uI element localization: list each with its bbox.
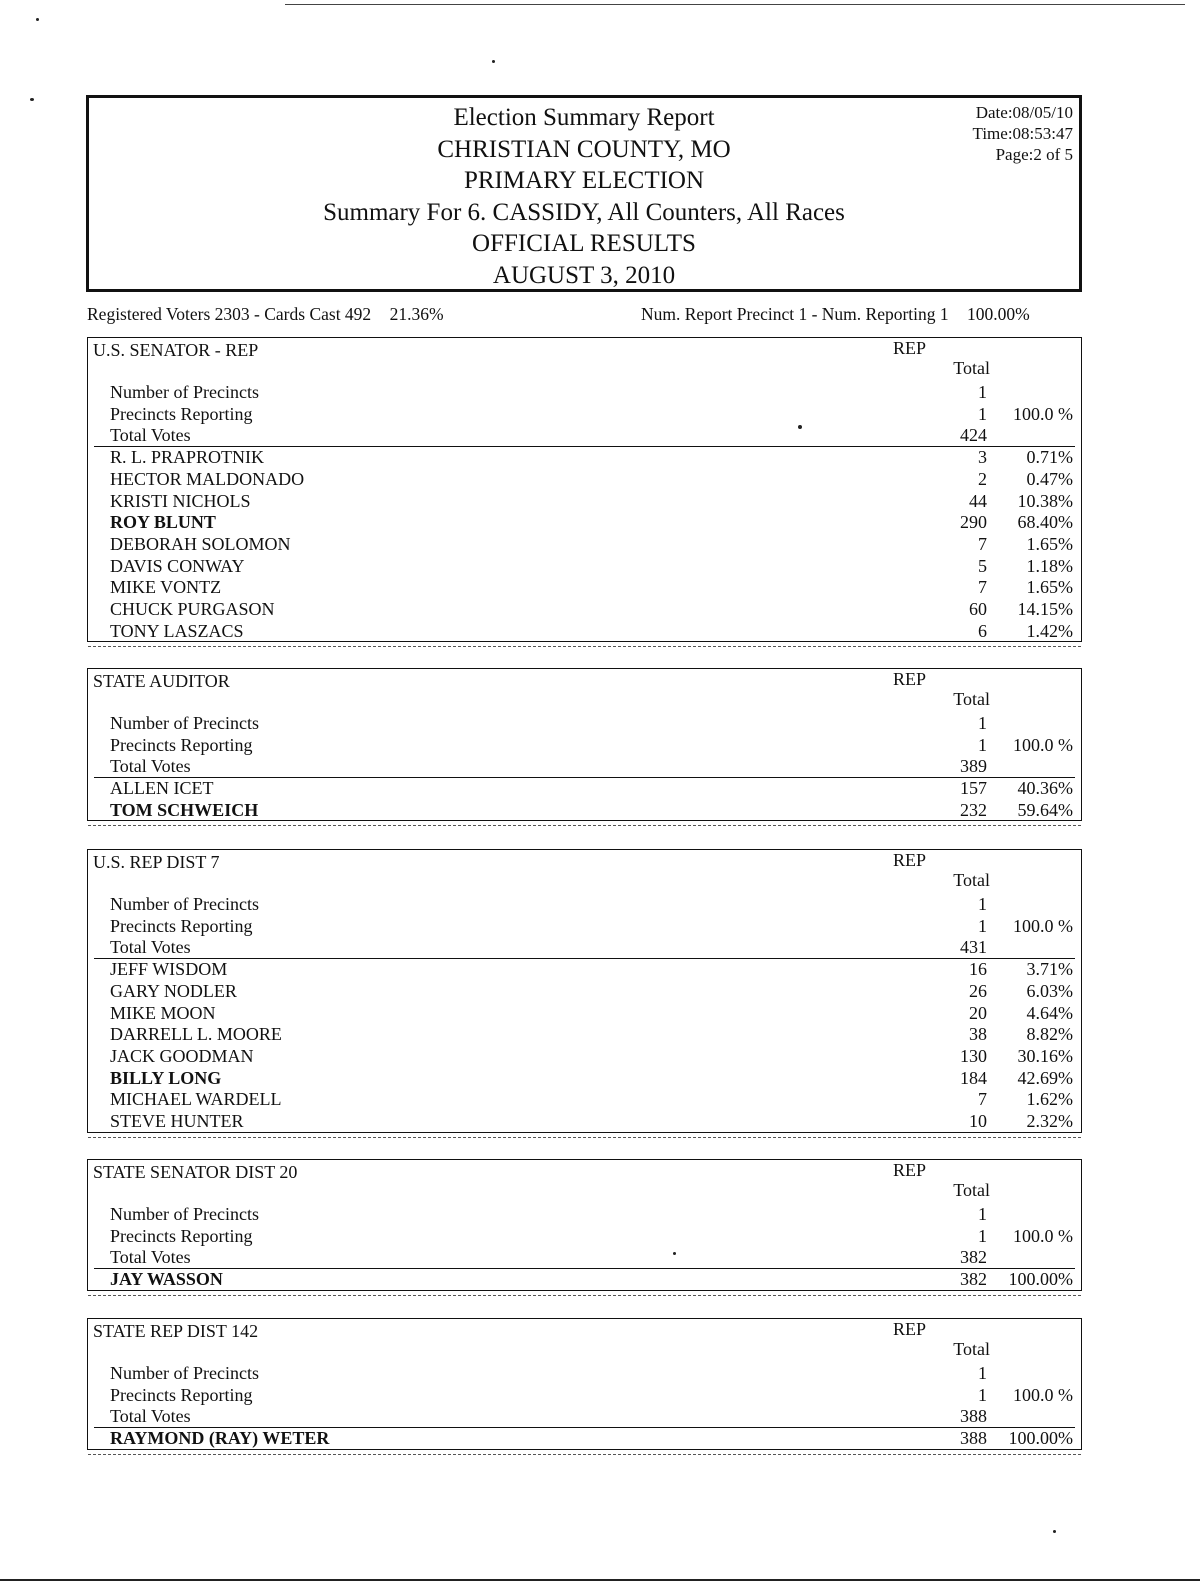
precincts-reporting-percent: 100.0 % [1013, 1225, 1073, 1246]
precincts-reporting-percent: 100.0 % [1013, 1384, 1073, 1405]
report-title-block [89, 102, 1079, 291]
race-title: U.S. REP DIST 7 [93, 852, 220, 872]
report-header [86, 95, 1082, 292]
number-of-precincts-label: Number of Precincts [110, 894, 259, 914]
candidate-row [110, 1046, 1075, 1067]
candidate-percent: 14.15% [1017, 599, 1073, 619]
candidate-votes: 10 [969, 1111, 987, 1131]
report-title: Election Summary Report [453, 104, 715, 131]
total-votes-label: Total Votes [110, 1406, 191, 1427]
race-title: STATE SENATOR DIST 20 [93, 1162, 298, 1182]
candidate-votes: 130 [960, 1045, 987, 1066]
race-title: STATE AUDITOR [93, 671, 230, 691]
candidate-row [110, 1024, 1075, 1045]
number-of-precincts-value: 1 [978, 1363, 987, 1383]
precincts-reporting-value: 1 [978, 734, 987, 755]
candidate-row [110, 469, 1075, 490]
report-meta [973, 102, 1073, 165]
candidate-percent: 40.36% [1017, 778, 1073, 799]
precincts-reporting-label: Precincts Reporting [110, 734, 253, 755]
candidate-percent: 10.38% [1017, 490, 1073, 511]
candidate-percent: 1.65% [1026, 577, 1073, 598]
candidate-name: TONY LASZACS [110, 620, 244, 641]
scan-bottom-edge-line [0, 1579, 1200, 1581]
candidate-votes: 38 [969, 1024, 987, 1045]
candidate-votes: 184 [960, 1067, 987, 1088]
reporting-percent: 100.00% [967, 304, 1030, 324]
total-column-header: Total [953, 1180, 990, 1200]
scan-speck [36, 18, 39, 21]
candidate-votes: 6 [978, 620, 987, 641]
candidate-row [110, 1089, 1075, 1110]
precincts-reporting-percent: 100.0 % [1013, 734, 1073, 755]
precincts-reporting-value: 1 [978, 915, 987, 936]
race-title: STATE REP DIST 142 [93, 1321, 259, 1341]
precincts-reporting-value: 1 [978, 1225, 987, 1246]
reporting-summary [641, 304, 1030, 325]
candidate-percent: 1.62% [1026, 1089, 1073, 1110]
candidate-percent: 1.42% [1026, 620, 1073, 641]
candidate-name: KRISTI NICHOLS [110, 490, 251, 511]
registered-voters-text: Registered Voters 2303 - Cards Cast 492 [87, 304, 372, 324]
total-votes-row [110, 756, 1075, 777]
precincts-reporting-label: Precincts Reporting [110, 915, 253, 936]
number-of-precincts-value: 1 [978, 713, 987, 733]
candidate-name: JAY WASSON [110, 1269, 223, 1290]
total-votes-value: 382 [960, 1247, 987, 1268]
candidate-name: TOM SCHWEICH [110, 799, 259, 820]
reporting-text: Num. Report Precinct 1 - Num. Reporting 1 [641, 304, 949, 324]
precincts-reporting-percent: 100.0 % [1013, 915, 1073, 936]
candidate-percent: 6.03% [1026, 980, 1073, 1001]
candidate-percent: 4.64% [1026, 1002, 1073, 1023]
scan-speck [30, 98, 34, 101]
total-votes-row [110, 1406, 1075, 1427]
candidate-row [110, 959, 1075, 980]
race-bottom-rule [88, 1295, 1081, 1296]
candidate-row [110, 778, 1075, 799]
number-of-precincts-value: 1 [978, 894, 987, 914]
results-status: OFFICIAL RESULTS [472, 230, 696, 257]
scan-speck [492, 60, 495, 63]
race-bottom-rule [88, 1454, 1081, 1455]
number-of-precincts-label: Number of Precincts [110, 1204, 259, 1224]
candidate-percent: 0.71% [1026, 447, 1073, 468]
candidate-name: HECTOR MALDONADO [110, 468, 305, 489]
precincts-reporting-row [110, 404, 1075, 425]
election-name: PRIMARY ELECTION [463, 167, 705, 194]
candidate-name: JEFF WISDOM [110, 959, 228, 980]
candidate-percent: 8.82% [1026, 1024, 1073, 1045]
candidate-name: BILLY LONG [110, 1067, 222, 1088]
candidate-row [110, 556, 1075, 577]
precincts-reporting-row [110, 1226, 1075, 1247]
number-of-precincts-value: 1 [978, 382, 987, 402]
candidate-votes: 232 [960, 799, 987, 820]
turnout-percent: 21.36% [389, 304, 444, 324]
precincts-reporting-percent: 100.0 % [1013, 403, 1073, 424]
race-box [87, 337, 1082, 642]
candidate-votes: 5 [978, 555, 987, 576]
candidate-name: MICHAEL WARDELL [110, 1089, 282, 1110]
scan-top-edge-line [285, 4, 1185, 5]
candidate-name: ROY BLUNT [110, 512, 216, 533]
candidate-votes: 16 [969, 959, 987, 980]
candidate-percent: 42.69% [1017, 1067, 1073, 1088]
total-votes-label: Total Votes [110, 425, 191, 446]
candidate-percent: 2.32% [1026, 1111, 1073, 1131]
precincts-reporting-row [110, 735, 1075, 756]
candidate-row [110, 577, 1075, 598]
candidate-name: RAYMOND (RAY) WETER [110, 1428, 330, 1449]
total-column-header: Total [953, 358, 990, 378]
candidate-percent: 0.47% [1026, 468, 1073, 489]
report-date: Date:08/05/10 [975, 103, 1073, 122]
precincts-reporting-label: Precincts Reporting [110, 1225, 253, 1246]
candidate-votes: 7 [978, 577, 987, 598]
candidate-row [110, 1428, 1075, 1449]
candidate-votes: 3 [978, 447, 987, 468]
race-box [87, 849, 1082, 1133]
party-label: REP [893, 338, 927, 358]
precincts-reporting-label: Precincts Reporting [110, 1384, 253, 1405]
candidate-votes: 290 [960, 512, 987, 533]
candidate-votes: 7 [978, 533, 987, 554]
number-of-precincts-row [110, 1363, 1075, 1384]
candidate-votes: 382 [960, 1269, 987, 1290]
report-page: Page:2 of 5 [995, 145, 1073, 164]
candidate-row [110, 981, 1075, 1002]
candidate-row [110, 1269, 1075, 1290]
scan-speck [1053, 1530, 1056, 1533]
candidate-name: CHUCK PURGASON [110, 599, 275, 619]
candidate-votes: 44 [969, 490, 987, 511]
race-box [87, 1318, 1082, 1450]
total-column-header: Total [953, 870, 990, 890]
candidate-votes: 7 [978, 1089, 987, 1110]
party-label: REP [893, 1160, 927, 1180]
candidate-votes: 2 [978, 468, 987, 489]
candidate-percent: 30.16% [1017, 1045, 1073, 1066]
candidate-name: JACK GOODMAN [110, 1045, 254, 1066]
number-of-precincts-label: Number of Precincts [110, 713, 259, 733]
candidate-row [110, 447, 1075, 468]
race-bottom-rule [88, 646, 1081, 647]
candidate-votes: 157 [960, 778, 987, 799]
candidate-row [110, 512, 1075, 533]
candidate-votes: 20 [969, 1002, 987, 1023]
candidate-row [110, 534, 1075, 555]
total-votes-value: 424 [960, 425, 987, 446]
election-date: AUGUST 3, 2010 [492, 261, 676, 289]
candidate-percent: 59.64% [1017, 799, 1073, 820]
number-of-precincts-row [110, 894, 1075, 915]
county-name: CHRISTIAN COUNTY, MO [437, 135, 731, 163]
race-bottom-rule [88, 1137, 1081, 1138]
precincts-reporting-value: 1 [978, 1384, 987, 1405]
race-box [87, 1159, 1082, 1291]
registration-summary [87, 304, 444, 325]
number-of-precincts-row [110, 382, 1075, 403]
party-label: REP [893, 1319, 927, 1339]
candidate-name: ALLEN ICET [110, 778, 214, 799]
total-votes-row [110, 937, 1075, 958]
candidate-row [110, 1068, 1075, 1089]
candidate-name: STEVE HUNTER [110, 1111, 244, 1131]
number-of-precincts-label: Number of Precincts [110, 1363, 259, 1383]
candidate-name: DEBORAH SOLOMON [110, 533, 291, 554]
total-votes-label: Total Votes [110, 937, 191, 958]
report-time: Time:08:53:47 [972, 124, 1073, 143]
party-label: REP [893, 850, 927, 870]
number-of-precincts-row [110, 713, 1075, 734]
candidate-name: DARRELL L. MOORE [110, 1024, 282, 1045]
precincts-reporting-row [110, 1385, 1075, 1406]
candidate-row [110, 1111, 1075, 1132]
total-votes-value: 388 [960, 1406, 987, 1427]
total-column-header: Total [953, 1339, 990, 1359]
summary-scope: Summary For 6. CASSIDY, All Counters, All Races [323, 198, 845, 226]
candidate-percent: 100.00% [1008, 1269, 1073, 1290]
candidate-row [110, 491, 1075, 512]
race-bottom-rule [88, 825, 1081, 826]
candidate-votes: 388 [960, 1428, 987, 1449]
number-of-precincts-label: Number of Precincts [110, 382, 259, 402]
total-column-header: Total [953, 689, 990, 709]
race-title: U.S. SENATOR - REP [93, 340, 259, 360]
candidate-name: GARY NODLER [110, 980, 237, 1001]
party-label: REP [893, 669, 927, 689]
candidate-name: R. L. PRAPROTNIK [110, 447, 265, 468]
number-of-precincts-value: 1 [978, 1204, 987, 1224]
candidate-name: MIKE MOON [110, 1002, 216, 1023]
total-votes-value: 389 [960, 756, 987, 777]
number-of-precincts-row [110, 1204, 1075, 1225]
candidate-name: DAVIS CONWAY [110, 555, 245, 576]
precincts-reporting-value: 1 [978, 403, 987, 424]
candidate-votes: 26 [969, 980, 987, 1001]
candidate-percent: 3.71% [1026, 959, 1073, 980]
candidate-votes: 60 [969, 599, 987, 619]
candidate-percent: 68.40% [1017, 512, 1073, 533]
candidate-name: MIKE VONTZ [110, 577, 222, 598]
candidate-row [110, 800, 1075, 821]
race-box [87, 668, 1082, 821]
total-votes-value: 431 [960, 937, 987, 958]
candidate-percent: 1.18% [1026, 555, 1073, 576]
total-votes-label: Total Votes [110, 1247, 191, 1268]
precincts-reporting-row [110, 916, 1075, 937]
precincts-reporting-label: Precincts Reporting [110, 403, 253, 424]
candidate-row [110, 599, 1075, 620]
candidate-row [110, 621, 1075, 642]
candidate-percent: 100.00% [1008, 1428, 1073, 1449]
total-votes-row [110, 425, 1075, 446]
total-votes-label: Total Votes [110, 756, 191, 777]
total-votes-row [110, 1247, 1075, 1268]
candidate-row [110, 1003, 1075, 1024]
candidate-percent: 1.65% [1026, 533, 1073, 554]
